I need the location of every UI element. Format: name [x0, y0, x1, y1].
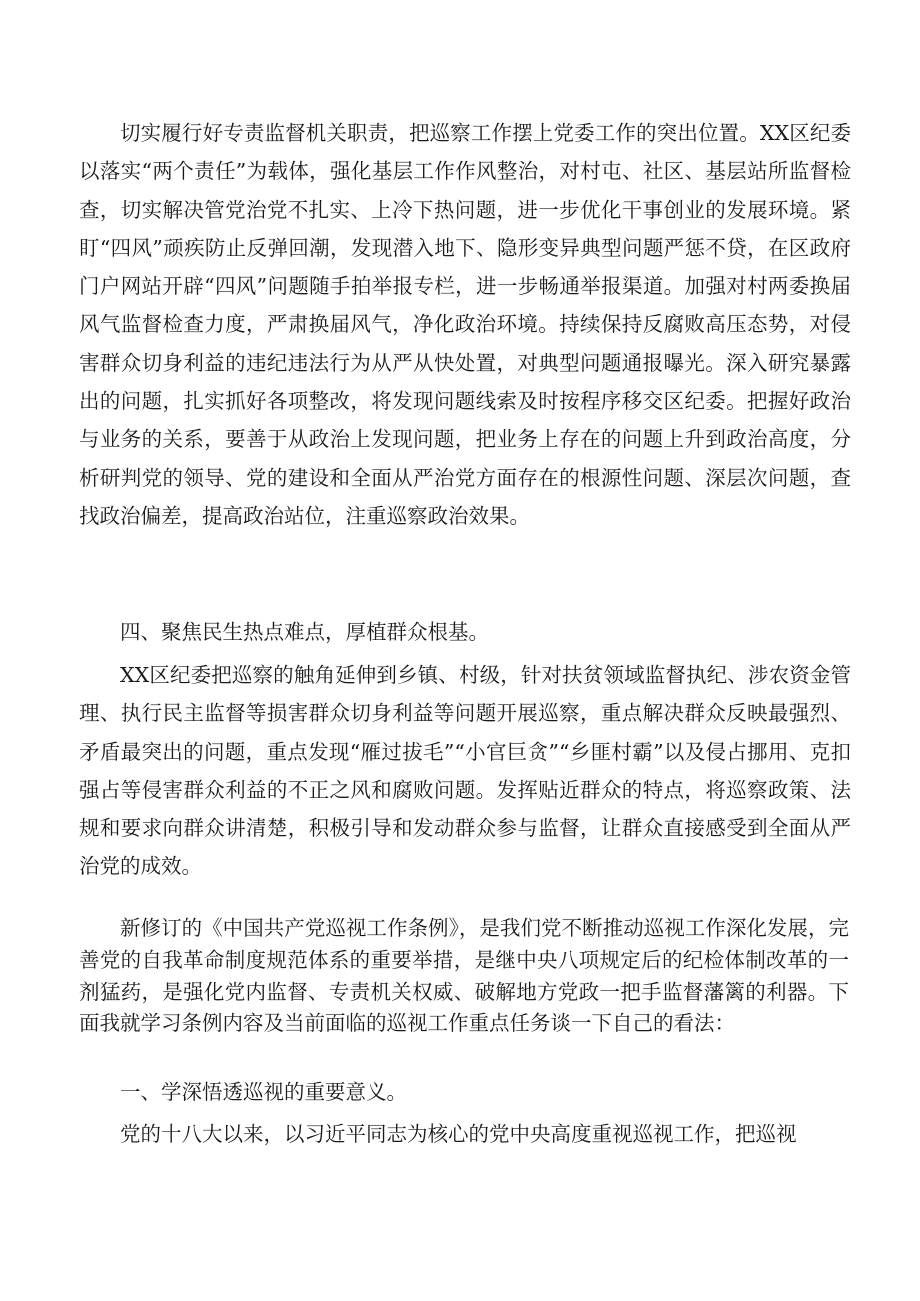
paragraph-regulations-intro: 新修订的《中国共产党巡视工作条例》，是我们党不断推动巡视工作深化发展，完善党的自我革命制度规范体系的重要举措，是继中央八项规定后的纪检体制改革的一剂猛药，是强化党内监督、专责机关权威、破解地方党政一把手监督藩篱的利器。下面我就学习条例内容及当前面临的巡视工作重点任务谈一下自己的看法：	[79, 916, 849, 1036]
paragraph-party-congress: 党的十八大以来，以习近平同志为核心的党中央高度重视巡视工作，把巡视	[120, 1122, 797, 1146]
section-heading-one: 一、学深悟透巡视的重要意义。	[120, 1080, 407, 1104]
paragraph-duty-performance: 切实履行好专责监督机关职责，把巡察工作摆上党委工作的突出位置。XX区纪委以落实“两个责任”为载体，强化基层工作作风整治，对村屯、社区、基层站所监督检查，切实解决管党治党不扎实、上冷下热问题，进一步优化干事创业的发展环境。紧盯“四风”顽疾防止反弹回潮，发现潜入地下、隐形变异典型问题严惩不贷，在区政府门户网站开辟“四风”问题随手拍举报专栏，进一步畅通举报渠道。加强对村两委换届风气监督检查力度，严肃换届风气，净化政治环境。持续保持反腐败高压态势，对侵害群众切身利益的违纪违法行为从严从快处置，对典型问题通报曝光。深入研究暴露出的问题，扎实抓好各项整改，将发现问题线索及时按程序移交区纪委。把握好政治与业务的关系，要善于从政治上发现问题，把业务上存在的问题上升到政治高度，分析研判党的领导、党的建设和全面从严治党方面存在的根源性问题、深层次问题，查找政治偏差，提高政治站位，注重巡察政治效果。	[79, 121, 851, 528]
section-heading-four: 四、聚焦民生热点难点，厚植群众根基。	[120, 620, 489, 644]
paragraph-inspection-villages: XX区纪委把巡察的触角延伸到乡镇、村级，针对扶贫领域监督执纪、涉农资金管理、执行民主监督等损害群众切身利益等问题开展巡察，重点解决群众反映最强烈、矛盾最突出的问题，重点发现“雁过拔毛”“小官巨贪”“乡匪村霸”以及侵占挪用、克扣强占等侵害群众利益的不正之风和腐败问题。发挥贴近群众的特点，将巡察政策、法规和要求向群众讲清楚，积极引导和发动群众参与监督，让群众直接感受到全面从严治党的成效。	[79, 663, 851, 879]
